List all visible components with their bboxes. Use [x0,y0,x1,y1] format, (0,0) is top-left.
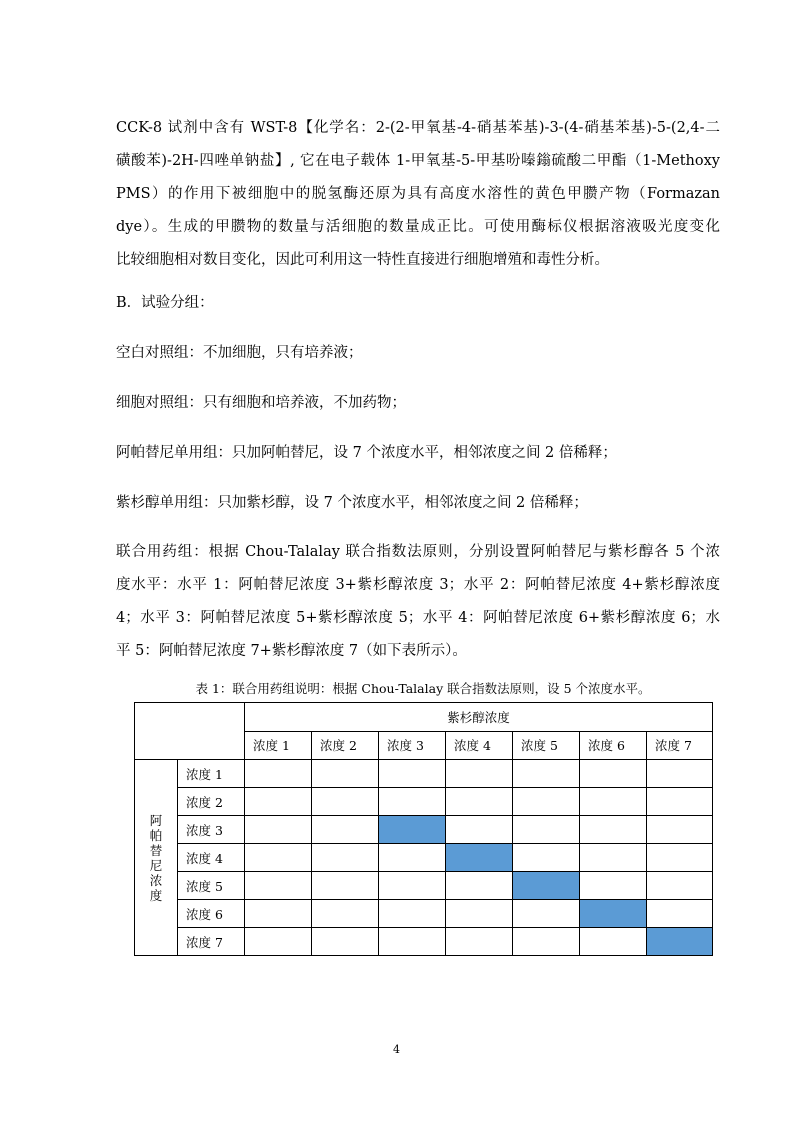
blank-control-text: 空白对照组：不加细胞，只有培养液； [116,345,363,361]
combination-line: 度水平：水平 1：阿帕替尼浓度 3+紫杉醇浓度 3；水平 2：阿帕替尼浓度 4+紫杉醇浓度 [116,577,720,593]
section-heading-text: B．试验分组： [116,295,214,311]
intro-line: dye）。生成的甲臜物的数量与活细胞的数量成正比。可使用酶标仪根据溶液吸光度变化 [116,219,720,235]
table-corner-cell [135,703,245,760]
table-cell [647,760,713,788]
table-cell [513,788,580,816]
table-cell [245,760,312,788]
table-body [135,760,713,956]
table-cell [379,900,446,928]
table-row [135,760,713,788]
table-cell [647,816,713,844]
row-header: 浓度 2 [178,788,245,816]
table-cell [245,816,312,844]
table-row [135,788,713,816]
table-cell [312,900,379,928]
table-cell [513,816,580,844]
table-caption: 表 1：联合用药组说明：根据 Chou-Talalay 联合指数法原则，设 5 个浓度水平。 [195,681,651,696]
table-cell [245,928,312,956]
table-cell [446,900,513,928]
table-cell [513,900,580,928]
table-row [135,872,713,900]
table-cell [379,788,446,816]
row-header: 浓度 7 [178,928,245,956]
row-group-label: 阿帕替尼浓度 [149,812,163,903]
table-cell [379,760,446,788]
col-header: 浓度 5 [513,731,580,760]
combination-group [116,536,720,668]
table-cell [580,816,647,844]
table-cell [245,872,312,900]
intro-line: CCK-8 试剂中含有 WST-8【化学名：2-(2-甲氧基-4-硝基苯基)-3-(4-硝基苯基)-5-(2,4-二 [116,120,720,136]
table-cell [580,760,647,788]
table-row [135,900,713,928]
row-header: 浓度 1 [178,760,245,788]
intro-line: 比较细胞相对数目变化，因此可利用这一特性直接进行细胞增殖和毒性分析。 [116,252,609,268]
row-header: 浓度 6 [178,900,245,928]
table-cell [312,816,379,844]
section-heading-b [116,287,720,320]
table-cell [245,900,312,928]
table-cell [647,900,713,928]
table-cell [513,760,580,788]
table-cell [379,872,446,900]
table-cell [446,816,513,844]
table-cell [647,844,713,872]
col-group-header: 紫杉醇浓度 [245,703,713,732]
page-number: 4 [393,1043,400,1056]
table-cell [580,788,647,816]
table-cell [379,928,446,956]
row-header: 浓度 4 [178,844,245,872]
table-cell [513,928,580,956]
cell-control-text: 细胞对照组：只有细胞和培养液，不加药物； [116,395,406,411]
col-header: 浓度 2 [312,731,379,760]
table-row [135,844,713,872]
table-cell [245,844,312,872]
row-header: 浓度 5 [178,872,245,900]
table-cell [379,844,446,872]
highlighted-cell [647,928,713,956]
combination-line: 平 5：阿帕替尼浓度 7+紫杉醇浓度 7（如下表所示）。 [116,643,467,659]
col-header: 浓度 1 [245,731,312,760]
col-header: 浓度 7 [647,731,713,760]
combination-line: 联合用药组：根据 Chou-Talalay 联合指数法原则，分别设置阿帕替尼与紫杉醇各 5 个浓 [116,544,720,560]
table-cell [446,760,513,788]
highlighted-cell [580,900,647,928]
table-row [135,928,713,956]
apatinib-single-group [116,437,720,470]
col-header: 浓度 4 [446,731,513,760]
col-header: 浓度 3 [379,731,446,760]
combination-table [134,702,713,956]
cell-control-group [116,387,720,420]
blank-control-group [116,337,720,370]
table-cell [647,872,713,900]
table-cell [446,928,513,956]
table-cell [580,844,647,872]
row-header: 浓度 3 [178,816,245,844]
table-cell [312,760,379,788]
paclitaxel-single-text: 紫杉醇单用组：只加紫杉醇，设 7 个浓度水平，相邻浓度之间 2 倍稀释； [116,495,588,511]
highlighted-cell [513,872,580,900]
table-cell [580,928,647,956]
combination-line: 4；水平 3：阿帕替尼浓度 5+紫杉醇浓度 5；水平 4：阿帕替尼浓度 6+紫杉醇浓度 6；水 [116,610,720,626]
highlighted-cell [379,816,446,844]
table-row [135,816,713,844]
table-cell [312,928,379,956]
table-cell [245,788,312,816]
table-cell [446,788,513,816]
table-cell [312,844,379,872]
table-cell [312,872,379,900]
highlighted-cell [446,844,513,872]
table-cell [513,844,580,872]
col-header: 浓度 6 [580,731,647,760]
table-cell [580,872,647,900]
apatinib-single-text: 阿帕替尼单用组：只加阿帕替尼，设 7 个浓度水平，相邻浓度之间 2 倍稀释； [116,445,617,461]
table-header-row [135,703,713,732]
intro-line: 磺酸苯)-2H-四唑单钠盐】, 它在电子载体 1-甲氧基-5-甲基吩嗪鎓硫酸二甲酯（1-Methoxy [116,153,720,169]
table-cell [647,788,713,816]
table-cell [312,788,379,816]
paclitaxel-single-group [116,487,720,520]
row-group-header [135,760,178,956]
intro-paragraph [116,112,720,277]
table-cell [446,872,513,900]
intro-line: PMS）的作用下被细胞中的脱氢酶还原为具有高度水溶性的黄色甲臜产物（Formazan [116,186,720,202]
